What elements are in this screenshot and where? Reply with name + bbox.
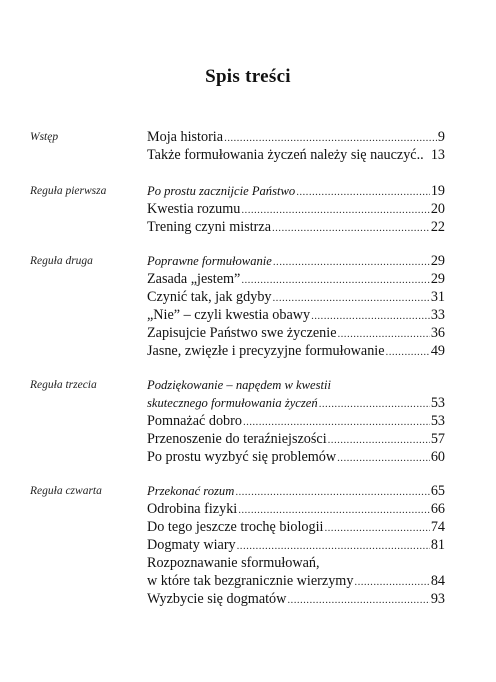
dot-leader	[241, 201, 429, 219]
dot-leader	[272, 219, 430, 237]
entry-page: 9	[437, 129, 445, 145]
entry-title: w które tak bezgranicznie wierzymy	[147, 573, 354, 589]
toc-entry	[147, 324, 445, 342]
section-entries	[147, 482, 445, 608]
entry-title: Jasne, zwięzłe i precyzyjne formułowanie	[147, 343, 385, 359]
entry-title: Po prostu zacznijcie Państwo	[147, 184, 296, 198]
entry-title: Także formułowania życzeń należy się nauczyć..	[147, 147, 424, 163]
entry-page: 36	[430, 325, 445, 341]
toc-entry	[147, 270, 445, 288]
section-entries	[147, 182, 445, 236]
section-entries	[147, 376, 445, 466]
dot-leader	[325, 519, 430, 537]
entry-title: Poprawne formułowanie	[147, 254, 272, 268]
entry-page: 57	[430, 431, 445, 447]
toc-entry	[147, 430, 445, 448]
dot-leader	[235, 483, 429, 501]
dot-leader	[287, 591, 429, 609]
toc-entry	[147, 200, 445, 218]
entry-page: 33	[430, 307, 445, 323]
toc-entry	[147, 218, 445, 236]
entry-title: „Nie” – czyli kwestia obawy	[147, 307, 311, 323]
entry-title: Podziękowanie – napędem w kwestii	[147, 378, 331, 392]
entry-page: 81	[430, 537, 445, 553]
section-entries	[147, 128, 445, 164]
dot-leader	[338, 325, 430, 343]
entry-title: Wyzbycie się dogmatów	[147, 591, 287, 607]
entry-page: 84	[430, 573, 445, 589]
entry-page: 22	[430, 219, 445, 235]
entry-title: Dogmaty wiary	[147, 537, 236, 553]
entry-title: Przenoszenie do teraźniejszości	[147, 431, 327, 447]
dot-leader	[386, 343, 430, 361]
entry-title: Czynić tak, jak gdyby	[147, 289, 272, 305]
toc-entry	[147, 288, 445, 306]
toc-entry	[147, 412, 445, 430]
section-label: Reguła czwarta	[30, 485, 102, 497]
entry-page: 53	[430, 395, 445, 411]
entry-page: 19	[430, 183, 445, 199]
toc-entry	[147, 554, 445, 572]
entry-title: Po prostu wyzbyć się problemów	[147, 449, 337, 465]
dot-leader	[273, 253, 430, 271]
dot-leader	[328, 431, 430, 449]
dot-leader	[237, 537, 430, 555]
toc-entry	[147, 448, 445, 466]
dot-leader	[296, 183, 430, 201]
entry-title: Rozpoznawanie sformułowań,	[147, 555, 320, 571]
section-label: Wstęp	[30, 131, 59, 143]
toc-entry	[147, 128, 445, 146]
entry-title: Zapisujcie Państwo swe życzenie	[147, 325, 337, 341]
page-title: Spis treści	[205, 66, 291, 87]
toc-entry	[147, 306, 445, 324]
dot-leader	[224, 129, 437, 147]
toc-entry	[147, 146, 445, 164]
entry-title: Zasada „jestem”	[147, 271, 241, 287]
entry-title: Trening czyni mistrza	[147, 219, 271, 235]
dot-leader	[337, 449, 430, 467]
entry-title: skutecznego formułowania życzeń	[147, 396, 318, 410]
entry-title: Kwestia rozumu	[147, 201, 241, 217]
toc-entry	[147, 182, 445, 200]
entry-page: 60	[430, 449, 445, 465]
entry-title: Odrobina fizyki	[147, 501, 238, 517]
toc-entry	[147, 376, 445, 394]
dot-leader	[243, 413, 430, 431]
dot-leader	[319, 395, 430, 413]
dot-leader	[311, 307, 430, 325]
entry-title: Pomnażać dobro	[147, 413, 242, 429]
dot-leader	[354, 573, 429, 591]
entry-page: 29	[430, 253, 445, 269]
entry-page: 49	[430, 343, 445, 359]
dot-leader	[238, 501, 430, 519]
toc-entry	[147, 394, 445, 412]
toc-entry	[147, 590, 445, 608]
entry-page: 29	[430, 271, 445, 287]
entry-title: Do tego jeszcze trochę biologii	[147, 519, 324, 535]
entry-page: 66	[430, 501, 445, 517]
entry-title: Moja historia	[147, 129, 224, 145]
entry-page: 53	[430, 413, 445, 429]
dot-leader	[273, 289, 430, 307]
toc-entry	[147, 482, 445, 500]
section-entries	[147, 252, 445, 360]
section-label: Reguła trzecia	[30, 379, 97, 391]
section-label: Reguła pierwsza	[30, 185, 107, 197]
entry-page: 74	[430, 519, 445, 535]
toc-entry	[147, 518, 445, 536]
dot-leader	[241, 271, 429, 289]
entry-page: 31	[430, 289, 445, 305]
entry-page: 13	[430, 147, 445, 163]
entry-page: 93	[430, 591, 445, 607]
entry-page: 65	[430, 483, 445, 499]
toc-entry	[147, 572, 445, 590]
toc-entry	[147, 536, 445, 554]
toc-entry	[147, 342, 445, 360]
entry-title: Przekonać rozum	[147, 484, 235, 498]
entry-page: 20	[430, 201, 445, 217]
section-label: Reguła druga	[30, 255, 93, 267]
toc-entry	[147, 500, 445, 518]
toc-entry	[147, 252, 445, 270]
